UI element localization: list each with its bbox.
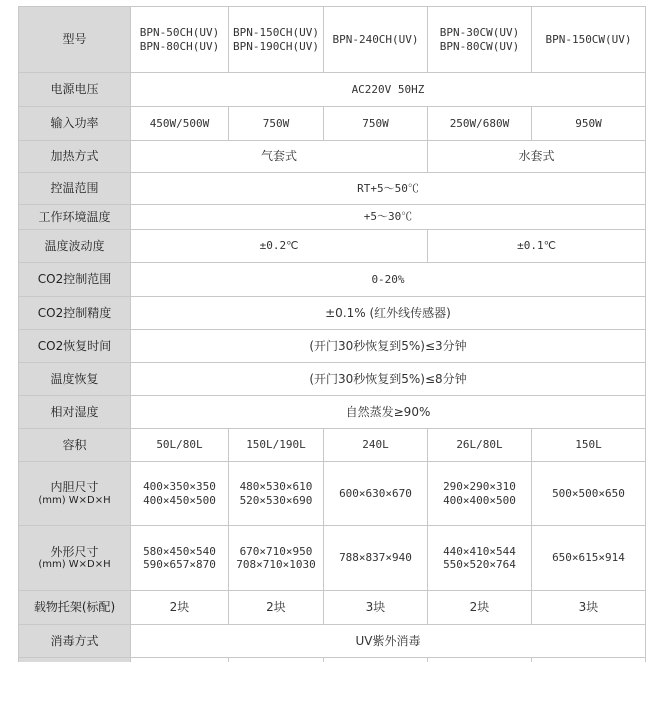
value: (开门30秒恢复到5%)≤3分钟 [131, 330, 646, 363]
row-voltage [19, 73, 646, 107]
model-name: BPN-190CH(UV) [232, 39, 320, 53]
label: 加热方式 [19, 141, 131, 173]
label: 输入功率 [19, 107, 131, 141]
dim: 400×350×350 [143, 480, 216, 494]
value: 500×500×650 [532, 462, 646, 526]
value: 650×615×914 [532, 526, 646, 591]
model-name: BPN-50CH(UV) [139, 26, 220, 40]
row-temp-recovery [19, 363, 646, 396]
cutoff-cell [229, 658, 324, 663]
dim: 480×530×610 [239, 480, 313, 494]
model-cell [131, 7, 229, 73]
value: RT+5～50℃ [131, 173, 646, 205]
value: 2块 [131, 591, 229, 625]
value [229, 526, 324, 591]
value [428, 462, 532, 526]
label: CO2控制范围 [19, 263, 131, 297]
dim: 670×710×950 [239, 544, 313, 558]
value [131, 462, 229, 526]
cutoff-cell [532, 658, 646, 663]
row-env-temp [19, 205, 646, 230]
dim: 550×520×764 [443, 558, 516, 571]
label [19, 462, 131, 526]
value: AC220V 50HZ [131, 73, 646, 107]
dim: 520×530×690 [239, 493, 313, 507]
spec-table [18, 6, 646, 662]
label: CO2控制精度 [19, 297, 131, 330]
label: 电源电压 [19, 73, 131, 107]
model-name: BPN-80CH(UV) [139, 39, 220, 53]
row-inner [19, 462, 646, 526]
value: 750W [229, 107, 324, 141]
label [19, 526, 131, 591]
label-text: 外形尺寸 [50, 544, 99, 559]
label: 消毒方式 [19, 625, 131, 658]
value: (开门30秒恢复到5%)≤8分钟 [131, 363, 646, 396]
value [428, 526, 532, 591]
value: 水套式 [428, 141, 646, 173]
label: 工作环境温度 [19, 205, 131, 230]
dim: 400×450×500 [143, 493, 216, 507]
row-shelves [19, 591, 646, 625]
value: 600×630×670 [324, 462, 428, 526]
model-name: BPN-150CH(UV) [232, 26, 320, 40]
value: 气套式 [131, 141, 428, 173]
label: 容积 [19, 429, 131, 462]
label: 相对湿度 [19, 396, 131, 429]
value: 250W/680W [428, 107, 532, 141]
row-heating [19, 141, 646, 173]
row-cutoff [19, 658, 646, 663]
label-text: 内胆尺寸 [50, 480, 99, 495]
label: CO2恢复时间 [19, 330, 131, 363]
label: 载物托架(标配) [19, 591, 131, 625]
value: ±0.1℃ [428, 230, 646, 263]
value: 3块 [324, 591, 428, 625]
value: 2块 [229, 591, 324, 625]
dim: 590×657×870 [143, 558, 216, 571]
value: 0-20% [131, 263, 646, 297]
label-model: 型号 [19, 7, 131, 73]
dim: 708×710×1030 [236, 558, 316, 571]
row-volume [19, 429, 646, 462]
dim: 400×400×500 [443, 493, 516, 507]
row-fluct [19, 230, 646, 263]
value: 150L [532, 429, 646, 462]
row-co2-acc [19, 297, 646, 330]
unit-text: (mm) W×D×H [38, 559, 111, 571]
value [131, 526, 229, 591]
value: UV紫外消毒 [131, 625, 646, 658]
row-co2-recovery [19, 330, 646, 363]
cutoff-cell [131, 658, 229, 663]
row-outer [19, 526, 646, 591]
dim: 440×410×544 [443, 544, 516, 558]
cutoff-cell [19, 658, 131, 663]
label: 控温范围 [19, 173, 131, 205]
value: 950W [532, 107, 646, 141]
value: 150L/190L [229, 429, 324, 462]
cutoff-cell [428, 658, 532, 663]
value: 3块 [532, 591, 646, 625]
label: 温度波动度 [19, 230, 131, 263]
value: 50L/80L [131, 429, 229, 462]
dim: 290×290×310 [443, 480, 516, 494]
value: 750W [324, 107, 428, 141]
value: +5～30℃ [131, 205, 646, 230]
dim: 580×450×540 [143, 544, 216, 558]
model-name: BPN-80CW(UV) [439, 39, 520, 53]
row-co2-range [19, 263, 646, 297]
value: 26L/80L [428, 429, 532, 462]
row-model [19, 7, 646, 73]
value: 2块 [428, 591, 532, 625]
value: 788×837×940 [324, 526, 428, 591]
unit-text: (mm) W×D×H [38, 494, 111, 506]
cutoff-cell [324, 658, 428, 663]
model-cell: BPN-150CW(UV) [532, 7, 646, 73]
label: 温度恢复 [19, 363, 131, 396]
value: ±0.1% (红外线传感器) [131, 297, 646, 330]
model-cell [229, 7, 324, 73]
row-sterilize [19, 625, 646, 658]
row-power [19, 107, 646, 141]
value: 450W/500W [131, 107, 229, 141]
value: 240L [324, 429, 428, 462]
model-cell [428, 7, 532, 73]
value [229, 462, 324, 526]
value: ±0.2℃ [131, 230, 428, 263]
value: 自然蒸发≥90% [131, 396, 646, 429]
model-name: BPN-30CW(UV) [439, 26, 520, 40]
model-cell: BPN-240CH(UV) [324, 7, 428, 73]
row-temp-range [19, 173, 646, 205]
row-humidity [19, 396, 646, 429]
